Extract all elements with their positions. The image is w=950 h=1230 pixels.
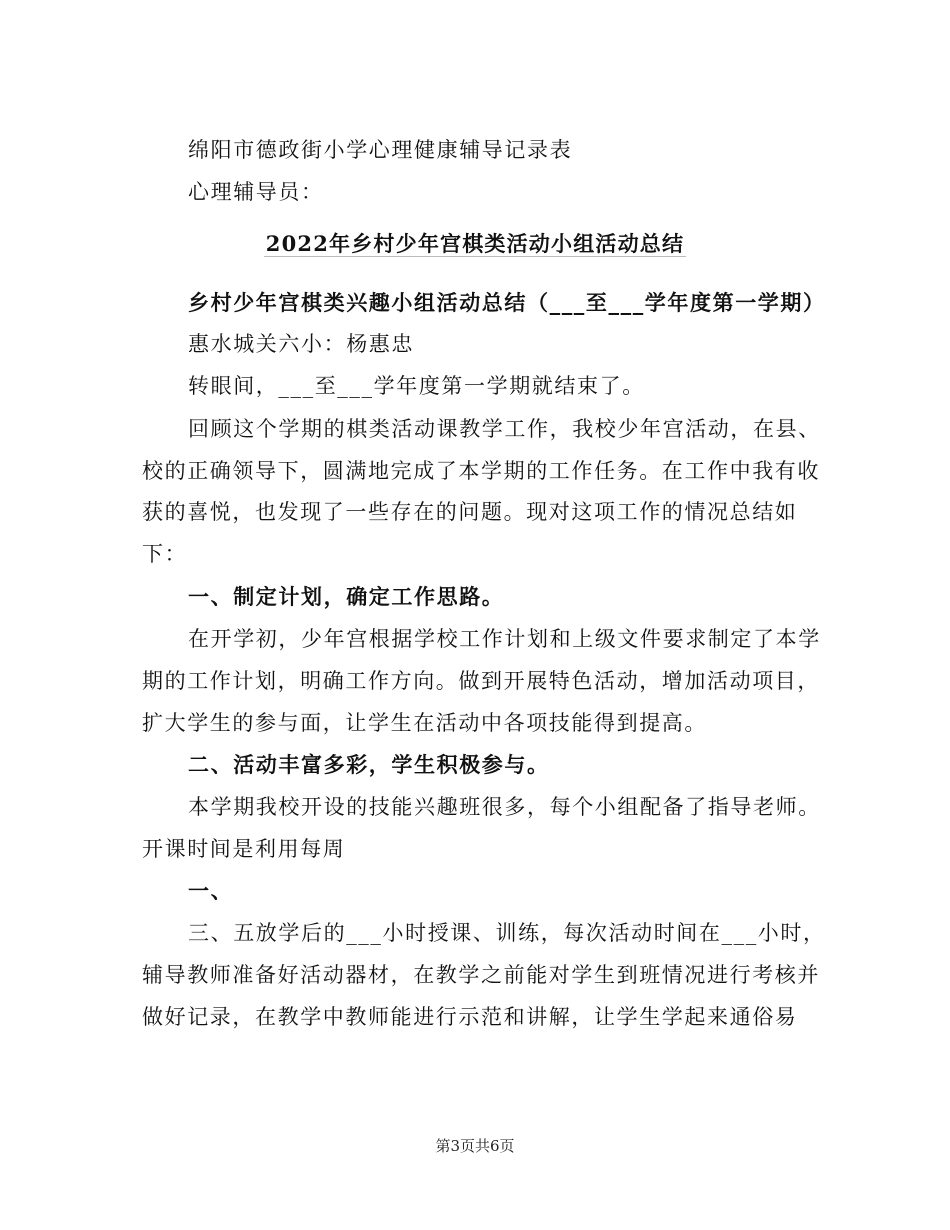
paragraph-line: 获的喜悦，也发现了一些存在的问题。现对这项工作的情况总结如 xyxy=(142,500,798,524)
record-table-title: 绵阳市德政街小学心理健康辅导记录表 xyxy=(188,138,573,162)
paragraph-line: 校的正确领导下，圆满地完成了本学期的工作任务。在工作中我有收 xyxy=(142,459,820,483)
paragraph-line: 在开学初，少年宫根据学校工作计划和上级文件要求制定了本学 xyxy=(188,627,821,651)
section-heading-2: 二、活动丰富多彩，学生积极参与。 xyxy=(188,752,550,777)
paragraph-line: 三、五放学后的___小时授课、训练，每次活动时间在___小时， xyxy=(188,921,826,945)
paragraph-line: 开课时间是利用每周 xyxy=(142,837,346,861)
section-heading-1: 一、制定计划，确定工作思路。 xyxy=(188,584,505,609)
paragraph-line: 辅导教师准备好活动器材，在教学之前能对学生到班情况进行考核并 xyxy=(142,963,820,987)
document-subtitle: 乡村少年宫棋类兴趣小组活动总结（___至___学年度第一学期） xyxy=(188,290,826,315)
paragraph-line: 本学期我校开设的技能兴趣班很多，每个小组配备了指导老师。 xyxy=(188,795,821,819)
paragraph-line: 做好记录，在教学中教师能进行示范和讲解，让学生学起来通俗易 xyxy=(142,1005,798,1029)
paragraph-line: 扩大学生的参与面，让学生在活动中各项技能得到提高。 xyxy=(142,711,707,735)
counselor-label: 心理辅导员： xyxy=(188,180,324,204)
intro-line: 转眼间，___至___学年度第一学期就结束了。 xyxy=(188,374,645,398)
document-title-text: 2022年乡村少年宫棋类活动小组活动总结 xyxy=(265,231,685,256)
paragraph-line: 回顾这个学期的棋类活动课教学工作，我校少年宫活动，在县、 xyxy=(188,417,821,441)
page-number-footer: 第3页共6页 xyxy=(435,1137,515,1155)
document-title xyxy=(0,230,950,258)
paragraph-line: 下： xyxy=(142,542,188,566)
author-line: 惠水城关六小：杨惠忠 xyxy=(188,332,414,356)
section-heading-3: 一、 xyxy=(188,878,234,903)
paragraph-line: 期的工作计划，明确工作方向。做到开展特色活动，增加活动项目， xyxy=(142,669,820,693)
